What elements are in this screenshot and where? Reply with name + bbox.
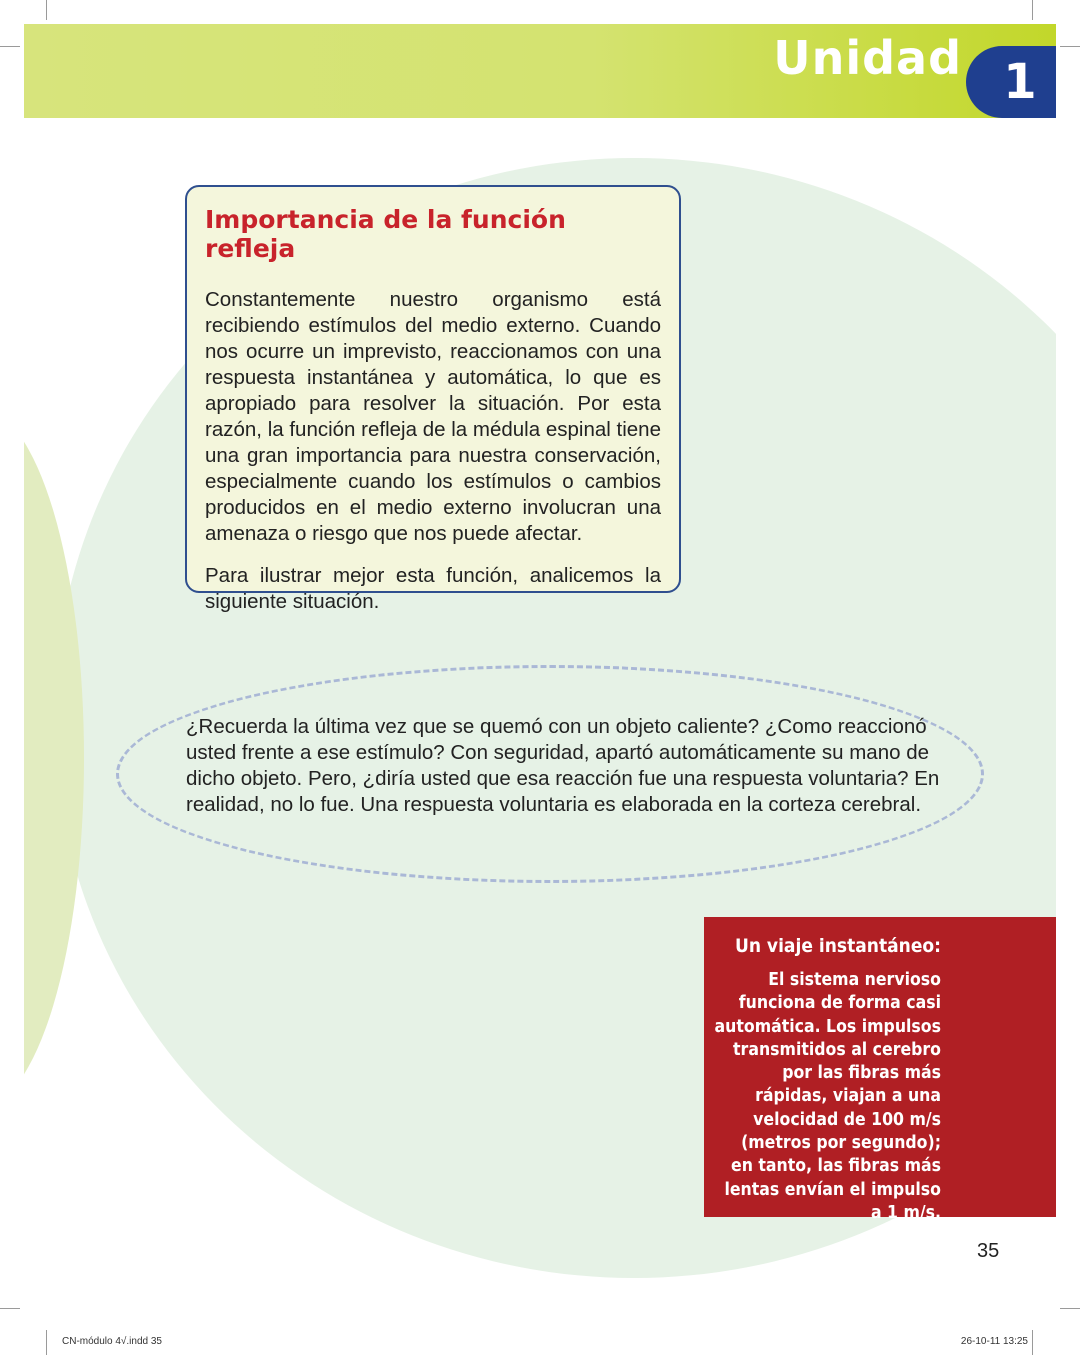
crop-mark	[0, 1308, 20, 1309]
crop-mark	[1032, 0, 1033, 20]
crop-mark	[46, 1330, 47, 1355]
question-text: ¿Recuerda la última vez que se quemó con un objeto caliente? ¿Como reaccionó usted frente a ese estímulo? Con seguridad, apartó automáticamente su mano de dicho objeto. Pero, ¿diría usted que esa reacción fue una respuesta voluntaria? En realidad, no lo fue. Una respuesta voluntaria es elaborada en la corteza cerebral.	[186, 715, 940, 816]
crop-mark	[0, 46, 20, 47]
unit-number: 1	[1003, 54, 1037, 110]
crop-mark	[1060, 46, 1080, 47]
info-box-paragraph-1: Constantemente nuestro organismo está recibiendo estímulos del medio externo. Cuando nos ocurre un imprevisto, reaccionamos con una respuesta instantánea y automática, lo que es apropiado para resolver la situación. Por esta razón, la función refleja de la médula espinal tiene una gran importancia para nuestra conservación, especialmente cuando los estímulos o cambios producidos en el medio externo involucran una amenaza o riesgo que nos puede afectar.	[205, 288, 661, 545]
info-box	[185, 185, 681, 613]
crop-mark	[1060, 1308, 1080, 1309]
info-box-title: Importancia de la función refleja	[205, 205, 566, 263]
page-number: 35	[977, 1240, 1000, 1262]
info-box-paragraph-2: Para ilustrar mejor esta función, analicemos la siguiente situación.	[205, 564, 661, 613]
sidebar-note-body: El sistema nervioso funciona de forma casi automática. Los impulsos transmitidos al cerebro por las fibras más rápidas, viajan a una velocidad de 100 m/s (metros por segundo); en tanto, las fibras más lentas envían el impulso a 1 m/s.	[714, 970, 941, 1223]
crop-mark	[46, 0, 47, 20]
sidebar-note-title: Un viaje instantáneo:	[734, 935, 941, 957]
sidebar-note	[704, 917, 1056, 1223]
footer-date-info: 26-10-11 13:25	[960, 1336, 1028, 1347]
footer-file-info: CN-módulo 4√.indd 35	[62, 1336, 162, 1347]
background-lime-shape	[24, 408, 84, 1108]
unit-title: Unidad	[773, 31, 962, 85]
crop-mark	[1032, 1330, 1033, 1355]
